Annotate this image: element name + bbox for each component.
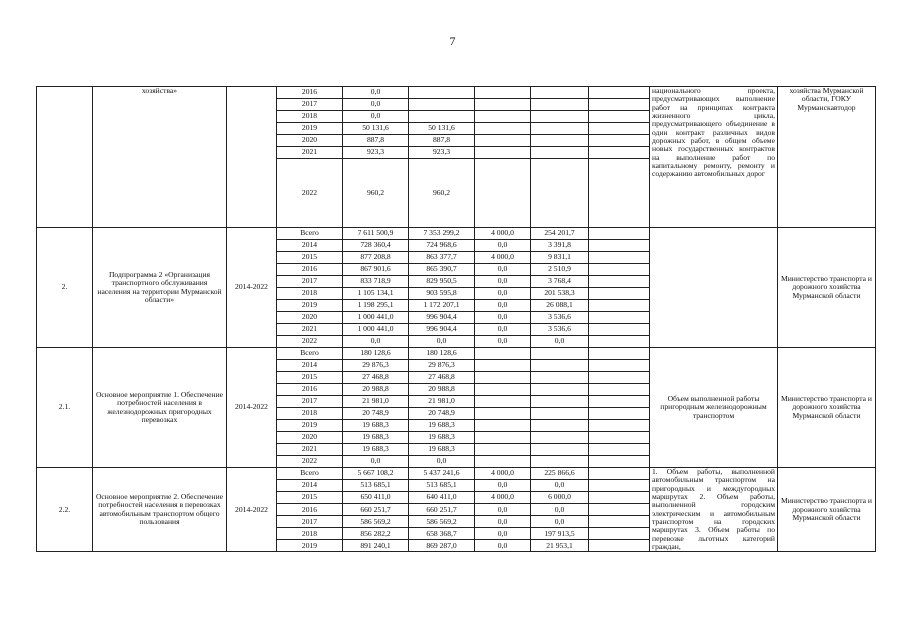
- year-cell: 2019: [277, 540, 343, 552]
- year-cell: 2021: [277, 324, 343, 336]
- extra-cell: [589, 312, 650, 324]
- total-amount-cell: 19 688,3: [343, 444, 409, 456]
- year-cell: 2018: [277, 288, 343, 300]
- federal-budget-cell: [475, 444, 531, 456]
- indicator-cell: [650, 228, 778, 348]
- other-sources-cell: [531, 360, 589, 372]
- extra-cell: [589, 528, 650, 540]
- year-cell: 2015: [277, 492, 343, 504]
- regional-budget-cell: 869 287,0: [409, 540, 475, 552]
- federal-budget-cell: [475, 432, 531, 444]
- year-cell: 2017: [277, 516, 343, 528]
- federal-budget-cell: 0,0: [475, 540, 531, 552]
- executor-cell: Министерство транспорта и дорожного хозяйства Мурманской области: [778, 228, 876, 348]
- total-amount-cell: 1 105 134,1: [343, 288, 409, 300]
- regional-budget-cell: 1 172 207,1: [409, 300, 475, 312]
- total-amount-cell: 1 000 441,0: [343, 324, 409, 336]
- other-sources-cell: [531, 348, 589, 360]
- year-cell: 2021: [277, 147, 343, 159]
- year-cell: 2017: [277, 396, 343, 408]
- federal-budget-cell: 0,0: [475, 276, 531, 288]
- other-sources-cell: [531, 123, 589, 135]
- federal-budget-cell: 0,0: [475, 528, 531, 540]
- year-cell: 2019: [277, 123, 343, 135]
- year-cell: 2017: [277, 276, 343, 288]
- regional-budget-cell: 20 748,9: [409, 408, 475, 420]
- regional-budget-cell: 640 411,0: [409, 492, 475, 504]
- other-sources-cell: [531, 135, 589, 147]
- extra-cell: [589, 408, 650, 420]
- year-cell: 2016: [277, 384, 343, 396]
- page-number: 7: [449, 34, 456, 48]
- federal-budget-cell: [475, 111, 531, 123]
- other-sources-cell: [531, 432, 589, 444]
- row-number-cell: 2.2.: [37, 468, 93, 552]
- extra-cell: [589, 480, 650, 492]
- table-row: [37, 468, 876, 480]
- period-cell: 2014-2022: [227, 348, 277, 468]
- year-cell: 2022: [277, 456, 343, 468]
- extra-cell: [589, 468, 650, 480]
- other-sources-cell: 254 201,7: [531, 228, 589, 240]
- regional-budget-cell: 0,0: [409, 336, 475, 348]
- regional-budget-cell: 996 904,4: [409, 312, 475, 324]
- other-sources-cell: 6 000,0: [531, 492, 589, 504]
- federal-budget-cell: 0,0: [475, 324, 531, 336]
- period-cell: 2014-2022: [227, 468, 277, 552]
- table-row: [37, 228, 876, 240]
- federal-budget-cell: 4 000,0: [475, 228, 531, 240]
- row-number-cell: 2.: [37, 228, 93, 348]
- extra-cell: [589, 336, 650, 348]
- total-amount-cell: 27 468,8: [343, 372, 409, 384]
- extra-cell: [589, 324, 650, 336]
- regional-budget-cell: 19 688,3: [409, 432, 475, 444]
- federal-budget-cell: 0,0: [475, 312, 531, 324]
- indicator-cell: 1. Объем работы, выполненной автомобильным транспортом на пригородных и междугородных маршрутах 2. Объем работы, выполненной городским электрическим и автомобильным транспортом на городских маршрутах 3. Объем работы по перевозке льготных категорий граждан,: [650, 468, 778, 552]
- extra-cell: [589, 396, 650, 408]
- extra-cell: [589, 159, 650, 228]
- year-cell: 2014: [277, 240, 343, 252]
- year-cell: 2015: [277, 372, 343, 384]
- extra-cell: [589, 300, 650, 312]
- extra-cell: [589, 276, 650, 288]
- year-cell: Всего: [277, 468, 343, 480]
- extra-cell: [589, 432, 650, 444]
- row-number-cell: 2.1.: [37, 348, 93, 468]
- year-cell: 2020: [277, 135, 343, 147]
- other-sources-cell: 0,0: [531, 516, 589, 528]
- total-amount-cell: 960,2: [343, 159, 409, 228]
- regional-budget-cell: 903 595,8: [409, 288, 475, 300]
- federal-budget-cell: [475, 348, 531, 360]
- regional-budget-cell: 960,2: [409, 159, 475, 228]
- federal-budget-cell: 4 000,0: [475, 492, 531, 504]
- federal-budget-cell: [475, 99, 531, 111]
- year-cell: 2014: [277, 360, 343, 372]
- other-sources-cell: [531, 396, 589, 408]
- extra-cell: [589, 252, 650, 264]
- regional-budget-cell: 586 569,2: [409, 516, 475, 528]
- year-cell: 2016: [277, 504, 343, 516]
- year-cell: 2017: [277, 99, 343, 111]
- regional-budget-cell: 513 685,1: [409, 480, 475, 492]
- total-amount-cell: 650 411,0: [343, 492, 409, 504]
- extra-cell: [589, 99, 650, 111]
- total-amount-cell: 19 688,3: [343, 432, 409, 444]
- extra-cell: [589, 288, 650, 300]
- total-amount-cell: 20 988,8: [343, 384, 409, 396]
- other-sources-cell: [531, 159, 589, 228]
- federal-budget-cell: [475, 123, 531, 135]
- year-cell: Всего: [277, 228, 343, 240]
- other-sources-cell: [531, 456, 589, 468]
- federal-budget-cell: 0,0: [475, 240, 531, 252]
- extra-cell: [589, 420, 650, 432]
- total-amount-cell: 180 128,6: [343, 348, 409, 360]
- regional-budget-cell: 21 981,0: [409, 396, 475, 408]
- regional-budget-cell: 658 368,7: [409, 528, 475, 540]
- total-amount-cell: 891 240,1: [343, 540, 409, 552]
- other-sources-cell: 3 536,6: [531, 312, 589, 324]
- other-sources-cell: [531, 147, 589, 159]
- federal-budget-cell: 0,0: [475, 264, 531, 276]
- other-sources-cell: 0,0: [531, 336, 589, 348]
- other-sources-cell: 201 538,3: [531, 288, 589, 300]
- extra-cell: [589, 444, 650, 456]
- federal-budget-cell: [475, 159, 531, 228]
- total-amount-cell: 1 000 441,0: [343, 312, 409, 324]
- total-amount-cell: 586 569,2: [343, 516, 409, 528]
- extra-cell: [589, 123, 650, 135]
- extra-cell: [589, 228, 650, 240]
- regional-budget-cell: 923,3: [409, 147, 475, 159]
- other-sources-cell: 225 866,6: [531, 468, 589, 480]
- total-amount-cell: 0,0: [343, 87, 409, 99]
- federal-budget-cell: 0,0: [475, 480, 531, 492]
- extra-cell: [589, 240, 650, 252]
- federal-budget-cell: 0,0: [475, 300, 531, 312]
- extra-cell: [589, 111, 650, 123]
- other-sources-cell: 26 088,1: [531, 300, 589, 312]
- other-sources-cell: [531, 372, 589, 384]
- other-sources-cell: 21 953,1: [531, 540, 589, 552]
- other-sources-cell: 3 391,8: [531, 240, 589, 252]
- period-cell: 2014-2022: [227, 228, 277, 348]
- other-sources-cell: [531, 420, 589, 432]
- federal-budget-cell: [475, 135, 531, 147]
- total-amount-cell: 21 981,0: [343, 396, 409, 408]
- regional-budget-cell: 724 968,6: [409, 240, 475, 252]
- year-cell: 2019: [277, 300, 343, 312]
- year-cell: 2018: [277, 408, 343, 420]
- regional-budget-cell: 829 950,5: [409, 276, 475, 288]
- other-sources-cell: 197 913,5: [531, 528, 589, 540]
- regional-budget-cell: 19 688,3: [409, 444, 475, 456]
- federal-budget-cell: [475, 372, 531, 384]
- federal-budget-cell: 4 000,0: [475, 468, 531, 480]
- total-amount-cell: 1 198 295,1: [343, 300, 409, 312]
- total-amount-cell: 0,0: [343, 336, 409, 348]
- total-amount-cell: 867 901,6: [343, 264, 409, 276]
- extra-cell: [589, 147, 650, 159]
- row-number-cell: [37, 87, 93, 228]
- total-amount-cell: 833 718,9: [343, 276, 409, 288]
- extra-cell: [589, 348, 650, 360]
- year-cell: 2020: [277, 432, 343, 444]
- extra-cell: [589, 384, 650, 396]
- indicator-cell: Объем выполненной работы пригородным железнодорожным транспортом: [650, 348, 778, 468]
- year-cell: 2022: [277, 336, 343, 348]
- other-sources-cell: [531, 444, 589, 456]
- executor-cell: Министерство транспорта и дорожного хозяйства Мурманской области: [778, 468, 876, 552]
- other-sources-cell: [531, 99, 589, 111]
- federal-budget-cell: 0,0: [475, 336, 531, 348]
- extra-cell: [589, 372, 650, 384]
- program-name-cell: хозяйства»: [93, 87, 227, 228]
- federal-budget-cell: [475, 420, 531, 432]
- program-name-cell: Подпрограмма 2 «Организация транспортного обслуживания населения на территории Мурманской области»: [93, 228, 227, 348]
- total-amount-cell: 0,0: [343, 456, 409, 468]
- regional-budget-cell: 20 988,8: [409, 384, 475, 396]
- other-sources-cell: 3 536,6: [531, 324, 589, 336]
- year-cell: 2022: [277, 159, 343, 228]
- table-row: [37, 87, 876, 99]
- year-cell: 2014: [277, 480, 343, 492]
- regional-budget-cell: 7 353 299,2: [409, 228, 475, 240]
- federal-budget-cell: [475, 87, 531, 99]
- budget-table: [36, 86, 876, 552]
- regional-budget-cell: 863 377,7: [409, 252, 475, 264]
- federal-budget-cell: 0,0: [475, 516, 531, 528]
- extra-cell: [589, 492, 650, 504]
- federal-budget-cell: [475, 396, 531, 408]
- federal-budget-cell: [475, 384, 531, 396]
- regional-budget-cell: 996 904,4: [409, 324, 475, 336]
- extra-cell: [589, 135, 650, 147]
- other-sources-cell: 0,0: [531, 480, 589, 492]
- regional-budget-cell: 50 131,6: [409, 123, 475, 135]
- total-amount-cell: 660 251,7: [343, 504, 409, 516]
- budget-table-body: [37, 87, 876, 552]
- total-amount-cell: 20 748,9: [343, 408, 409, 420]
- regional-budget-cell: [409, 111, 475, 123]
- extra-cell: [589, 360, 650, 372]
- extra-cell: [589, 456, 650, 468]
- extra-cell: [589, 264, 650, 276]
- total-amount-cell: 0,0: [343, 99, 409, 111]
- total-amount-cell: 877 208,8: [343, 252, 409, 264]
- other-sources-cell: [531, 384, 589, 396]
- year-cell: 2016: [277, 264, 343, 276]
- program-name-cell: Основное мероприятие 2. Обеспечение потребностей населения в перевозках автомобильным транспортом общего пользования: [93, 468, 227, 552]
- regional-budget-cell: 0,0: [409, 456, 475, 468]
- regional-budget-cell: 19 688,3: [409, 420, 475, 432]
- year-cell: 2021: [277, 444, 343, 456]
- total-amount-cell: 887,8: [343, 135, 409, 147]
- federal-budget-cell: 4 000,0: [475, 252, 531, 264]
- other-sources-cell: [531, 408, 589, 420]
- regional-budget-cell: 865 390,7: [409, 264, 475, 276]
- regional-budget-cell: 27 468,8: [409, 372, 475, 384]
- total-amount-cell: 923,3: [343, 147, 409, 159]
- extra-cell: [589, 504, 650, 516]
- total-amount-cell: 29 876,3: [343, 360, 409, 372]
- extra-cell: [589, 516, 650, 528]
- regional-budget-cell: [409, 87, 475, 99]
- other-sources-cell: 0,0: [531, 504, 589, 516]
- year-cell: 2019: [277, 420, 343, 432]
- total-amount-cell: 19 688,3: [343, 420, 409, 432]
- other-sources-cell: 3 768,4: [531, 276, 589, 288]
- total-amount-cell: 856 282,2: [343, 528, 409, 540]
- other-sources-cell: 9 831,1: [531, 252, 589, 264]
- federal-budget-cell: [475, 456, 531, 468]
- year-cell: Всего: [277, 348, 343, 360]
- other-sources-cell: [531, 87, 589, 99]
- total-amount-cell: 728 360,4: [343, 240, 409, 252]
- year-cell: 2015: [277, 252, 343, 264]
- other-sources-cell: [531, 111, 589, 123]
- year-cell: 2016: [277, 87, 343, 99]
- federal-budget-cell: [475, 408, 531, 420]
- regional-budget-cell: 887,8: [409, 135, 475, 147]
- year-cell: 2018: [277, 111, 343, 123]
- total-amount-cell: 513 685,1: [343, 480, 409, 492]
- regional-budget-cell: [409, 99, 475, 111]
- extra-cell: [589, 87, 650, 99]
- total-amount-cell: 5 667 108,2: [343, 468, 409, 480]
- federal-budget-cell: 0,0: [475, 504, 531, 516]
- regional-budget-cell: 660 251,7: [409, 504, 475, 516]
- total-amount-cell: 0,0: [343, 111, 409, 123]
- indicator-cell: национального проекта, предусматривающих выполнение работ на принципах контракта жизненного цикла, предусматривающего объединение в один контракт различных видов дорожных работ, в общем объеме новых государственных контрактов на выполнение работ по капитальному ремонту, ремонту и содержанию автомобильных дорог: [650, 87, 778, 228]
- regional-budget-cell: 29 876,3: [409, 360, 475, 372]
- regional-budget-cell: 180 128,6: [409, 348, 475, 360]
- period-cell: [227, 87, 277, 228]
- regional-budget-cell: 5 437 241,6: [409, 468, 475, 480]
- program-name-cell: Основное мероприятие 1. Обеспечение потребностей населения в железнодорожных пригородных перевозках: [93, 348, 227, 468]
- total-amount-cell: 50 131,6: [343, 123, 409, 135]
- federal-budget-cell: [475, 147, 531, 159]
- federal-budget-cell: [475, 360, 531, 372]
- federal-budget-cell: 0,0: [475, 288, 531, 300]
- executor-cell: Министерство транспорта и дорожного хозяйства Мурманской области: [778, 348, 876, 468]
- year-cell: 2020: [277, 312, 343, 324]
- total-amount-cell: 7 611 500,9: [343, 228, 409, 240]
- year-cell: 2018: [277, 528, 343, 540]
- other-sources-cell: 2 510,9: [531, 264, 589, 276]
- executor-cell: хозяйства Мурманской области, ГОКУ Мурманскавтодор: [778, 87, 876, 228]
- extra-cell: [589, 540, 650, 552]
- table-row: [37, 348, 876, 360]
